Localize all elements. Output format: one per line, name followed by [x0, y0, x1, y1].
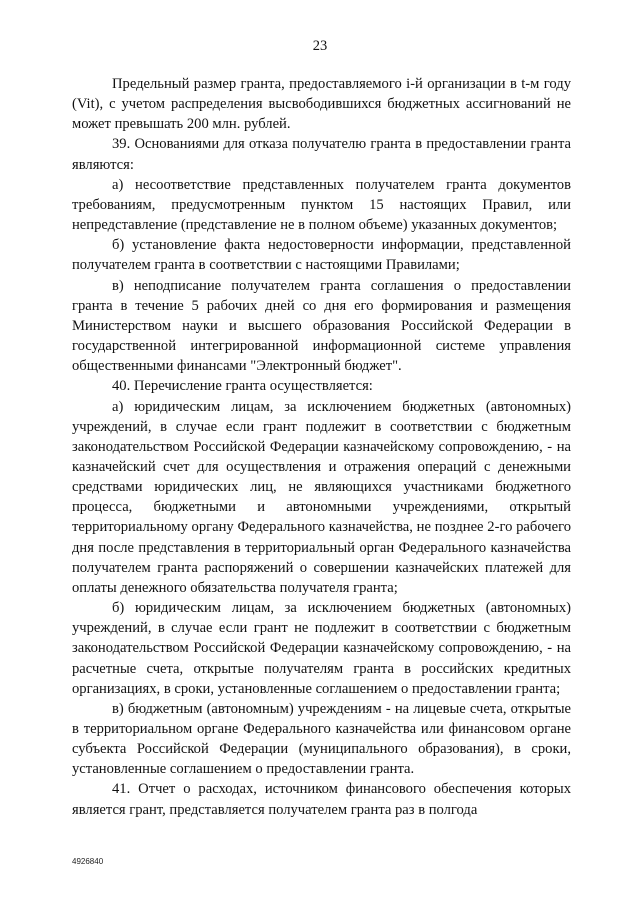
paragraph-grant-limit: Предельный размер гранта, предоставляемого i-й организации в t-м году (Vit), с учетом распределения высвободившихся бюджетных ассигнований не может превышать 200 млн. рублей. — [72, 76, 571, 133]
document-body — [72, 74, 571, 820]
paragraph-40-heading: 40. Перечисление гранта осуществляется: — [112, 378, 373, 395]
paragraph-40-c: в) бюджетным (автономным) учреждениям - на лицевые счета, открытые в территориальном органе Федерального казначейства или финансовом органе субъекта Российской Федерации (муниципального образования), в сроки, установленные соглашением о предоставлении гранта. — [72, 700, 571, 778]
paragraph-39-b: б) установление факта недостоверности информации, представленной получателем гранта в соответствии с настоящими Правилами; — [72, 237, 571, 274]
paragraph-39-a: а) несоответствие представленных получателем гранта документов требованиям, предусмотренным пунктом 15 настоящих Правил, или непредставление (представление не в полном объеме) указанных документов; — [72, 176, 571, 234]
page-number: 23 — [312, 38, 328, 54]
paragraph-41: 41. Отчет о расходах, источником финансового обеспечения которых является грант, представляется получателем гранта раз в полгода — [72, 781, 571, 818]
paragraph-40-a: а) юридическим лицам, за исключением бюджетных (автономных) учреждений, в случае если грант подлежит в соответствии с бюджетным законодательством Российской Федерации казначейскому сопровождению, - на казначейский счет для осуществления и отражения операций с денежными средствами юридических лиц, не являющихся участниками бюджетного процесса, бюджетными и автономными учреждениями, открытый территориальному органу Федерального казначейства, не позднее 2-го рабочего дня после представления в территориальный орган Федерального казначейства получателем гранта распоряжений о совершении казначейских платежей для оплаты денежного обязательства получателя гранта; — [72, 398, 571, 596]
paragraph-39-c: в) неподписание получателем гранта соглашения о предоставлении гранта в течение 5 рабочих дней со дня его формирования и размещения Министерством науки и высшего образования Российской Федерации в государственной интегрированной информационной системе управления общественными финансами "Электронный бюджет". — [72, 277, 571, 375]
document-id: 4926840 — [72, 857, 104, 866]
paragraph-40-b: б) юридическим лицам, за исключением бюджетных (автономных) учреждений, в случае если грант не подлежит в соответствии с бюджетным законодательством Российской Федерации казначейскому сопровождению, - на расчетные счета, открытые получателям гранта в российских кредитных организациях, в сроки, установленные соглашением о предоставлении гранта; — [72, 600, 571, 697]
paragraph-39-heading: 39. Основаниями для отказа получателю гранта в предоставлении гранта являются: — [72, 136, 571, 173]
